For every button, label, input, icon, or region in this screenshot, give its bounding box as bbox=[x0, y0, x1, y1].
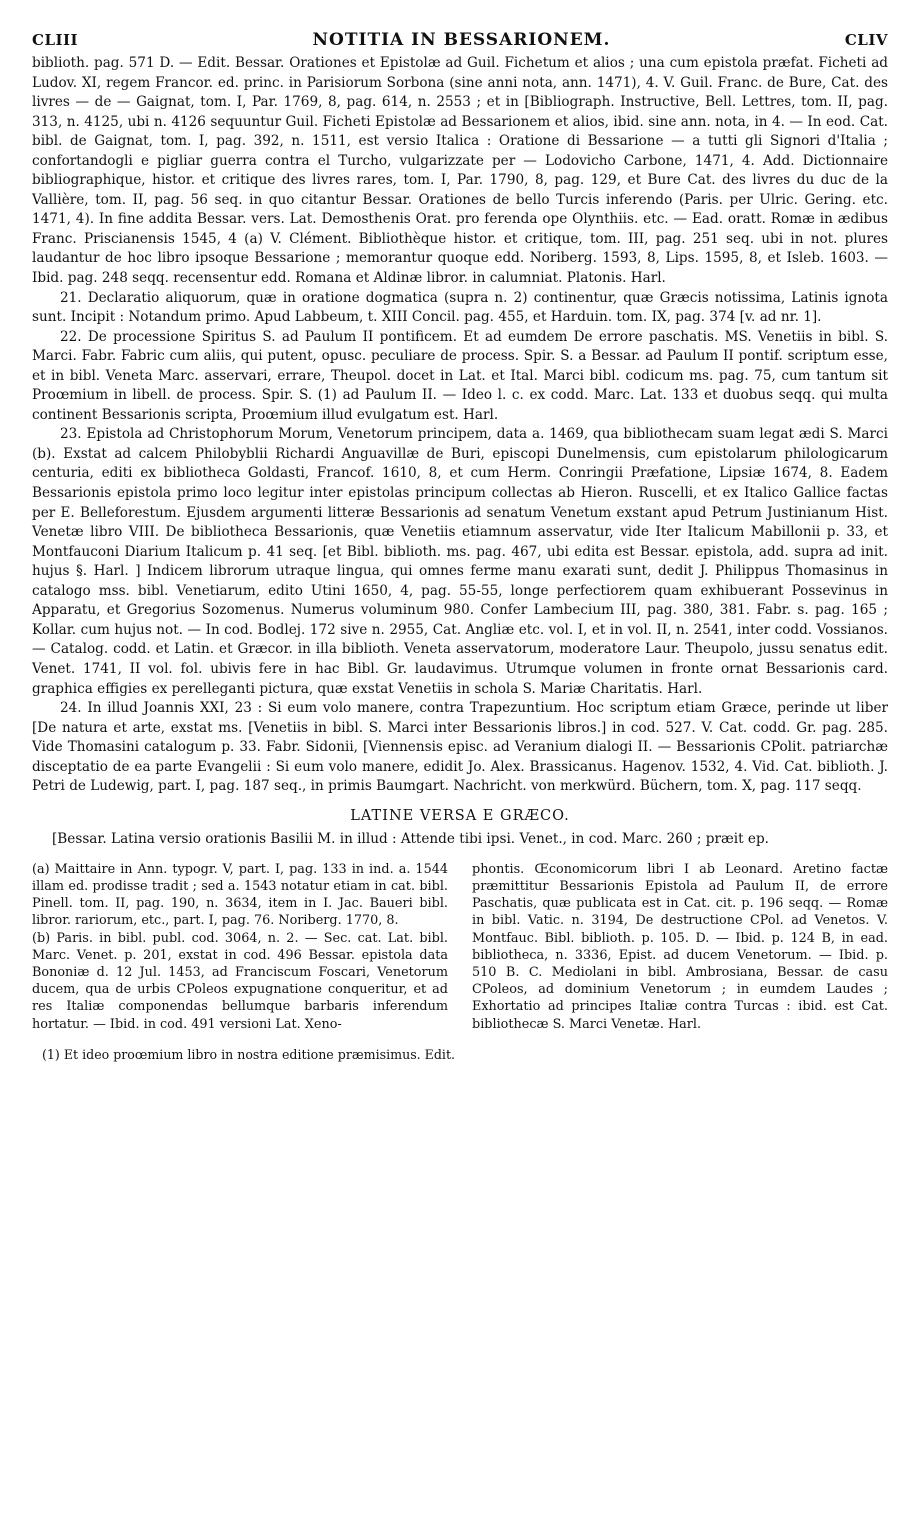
footnote-b: (b) Paris. in bibl. publ. cod. 3064, n. 2. — Sec. cat. Lat. bibl. Marc. Venet. p. 201, exstat in cod. 496 Bessar. epistola data Bononiæ d. 12 Jul. 1453, ad Franciscum Foscari, Venetorum ducem, qua de urbis CPoleos expugnatione conqueritur, et ad res Italiæ componendas bellumque barbaris inferendum hortatur. — Ibid. in cod. 491 versioni Lat. Xeno- bbox=[32, 930, 448, 1032]
footnotes-right-column bbox=[472, 861, 888, 1033]
paragraph-item-24: 24. In illud Joannis XXI, 23 : Si eum volo manere, contra Trapezuntium. Hoc scriptum etiam Græce, perinde ut liber [De natura et arte, exstat ms. [Venetiis in bibl. S. Marci inter Bessarionis libros.] in cod. 527. V. Cat. codd. Gr. pag. 285. Vide Thomasini catalogum p. 33. Fabr. Sidonii, [Viennensis episc. ad Veranium dialogi II. — Bessarionis CPolit. patriarchæ disceptatio de ea parte Evangelii : Si eum volo manere, edidit Jo. Alex. Brassicanus. Hagenov. 1532, 4. Vid. Cat. biblioth. J. Petri de Ludewig, part. I, pag. 187 seq., in primis Baumgart. Nachricht. von merkwürd. Büchern, tom. X, pag. 117 seqq. bbox=[32, 700, 888, 795]
paragraph-continued: biblioth. pag. 571 D. — Edit. Bessar. Orationes et Epistolæ ad Guil. Fichetum et alios ; una cum epistola præfat. Ficheti ad Ludov. XI, regem Francor. ed. princ. in Parisiorum Sorbona (sine anni nota, ann. 1471), 4. V. Guil. Franc. de Bure, Cat. des livres — de — Gaignat, tom. I, Par. 1769, 8, pag. 614, n. 2553 ; et in [Bibliograph. Instructive, Bell. Lettres, tom. II, pag. 313, n. 4125, ubi n. 4126 sequuntur Guil. Ficheti Epistolæ ad Bessarionem et alios, ibid. sine ann. nota, in 4. — In eod. Cat. bibl. de Gaignat, tom. I, pag. 392, n. 1511, est versio Italica : Oratione di Bessarione — a tutti gli Signori d'Italia ; confortandogli e pigliar guerra contra el Turcho, vulgarizzate per — Lodovicho Carbone, 1471, 4. Add. Dictionnaire bibliographique, histor. et critique des livres rares, tom. I, Par. 1790, 8, pag. 129, et Bure Cat. des livres du duc de la Vallière, tom. II, pag. 56 seq. in quo citantur Bessar. Orationes de bello Turcis inferendo (Paris. per Ulric. Gering. etc. 1471, 4). In fine addita Bessar. vers. Lat. Demosthenis Orat. pro ferenda ope Olynthiis. etc. — Ead. oratt. Romæ in ædibus Franc. Priscianensis 1545, 4 (a) V. Clément. Bibliothèque histor. et critique, tom. III, pag. 251 seq. ubi in not. plures laudantur de hoc libro ipsoque Bessarione ; memorantur quoque edd. Noriberg. 1593, 8, Lips. 1595, 8, et Isleb. 1603. — Ibid. pag. 248 seqq. recensentur edd. Romana et Aldinæ libror. in calumniat. Platonis. Harl. bbox=[32, 55, 888, 287]
footnote-b-continued: phontis. Œconomicorum libri I ab Leonard. Aretino factæ præmittitur Bessarionis Epistola ad Paulum II, de errore Paschatis, quæ publicata est in Cat. cit. p. 196 seqq. — Romæ in bibl. Vatic. n. 3194, De destructione CPol. ad Venetos. V. Montfauc. Bibl. biblioth. p. 105. D. — Ibid. p. 124 B, in ead. bibliotheca, n. 3336, Epist. ad ducem Venetorum. — Ibid. p. 510 B. C. Mediolani in bibl. Ambrosiana, Bessar. de casu CPoleos, ad dominium Venetorum ; in eumdem Laudes ; Exhortatio ad principes Italiæ contra Turcas : ibid. est Cat. bibliothecæ S. Marci Venetæ. Harl. bbox=[472, 861, 888, 1032]
footnotes-left-column bbox=[32, 861, 448, 1033]
section-heading: LATINE VERSA E GRÆCO. bbox=[350, 807, 570, 824]
paragraph-item-21: 21. Declaratio aliquorum, quæ in oratione dogmatica (supra n. 2) continentur, quæ Græcis notissima, Latinis ignota sunt. Incipit : Notandum primo. Apud Labbeum, t. XIII Concil. pag. 455, et Harduin. tom. IX, pag. 374 [v. ad nr. 1]. bbox=[32, 289, 888, 326]
editor-footnote: (1) Et ideo proœmium libro in nostra editione præmisimus. Edit. bbox=[42, 1046, 456, 1062]
page-number-left: CLIII bbox=[32, 31, 79, 49]
page-number-right: CLIV bbox=[844, 31, 888, 49]
paragraph-item-23: 23. Epistola ad Christophorum Morum, Venetorum principem, data a. 1469, qua bibliothecam suam legat ædi S. Marci (b). Exstat ad calcem Philobyblii Richardi Anguavillæ de Buri, episcopi Dunelmensis, cum epistolarum philologicarum centuria, editi ex bibliotheca Goldasti, Francof. 1610, 8, et cum Herm. Conringii Præfatione, Lipsiæ 1674, 8. Eadem Bessarionis epistola primo loco legitur inter epistolas principum collectas ab Hieron. Ruscelli, et ex Italico Gallice factas per E. Belleforestum. Ejusdem argumenti litteræ Bessarionis ad senatum Venetum exstant apud Petrum Justinianum Hist. Venetæ libro VIII. De bibliotheca Bessarionis, quæ Venetiis etiamnum asservatur, vide Iter Italicum Mabillonii p. 33, et Montfauconi Diarium Italicum p. 41 seq. [et Bibl. biblioth. ms. pag. 467, ubi edita est Bessar. epistola, add. supra ad init. hujus §. Harl. ] Indicem librorum utraque lingua, qui omnes ferme manu exarati sunt, dedit J. Philippus Thomasinus in catalogo mss. bibl. Venetiarum, edito Utini 1650, 4, pag. 55-55, longe perfectiorem quam exhibuerant Possevinus in Apparatu, et Gregorius Sozomenus. Numerus voluminum 980. Confer Lambecium III, pag. 380, 381. Fabr. s. pag. 165 ; Kollar. cum hujus not. — In cod. Bodlej. 172 sive n. 2955, Cat. Angliæ etc. vol. I, et in vol. II, n. 2541, inter codd. Vossianos. — Catalog. codd. et Latin. et Græcor. in illa biblioth. Veneta asservatorum, moderatore Laur. Theupolo, jussu senatus edit. Venet. 1741, II vol. fol. ubivis fere in hac Bibl. Gr. laudavimus. Utrumque volumen in fronte ornat Bessarionis card. graphica effigies ex perelleganti pictura, quæ exstat Venetiis in schola S. Mariæ Charitatis. Harl. bbox=[32, 426, 888, 697]
running-title: NOTITIA IN BESSARIONEM. bbox=[312, 30, 611, 50]
running-header bbox=[32, 30, 888, 52]
section-first-line: [Bessar. Latina versio orationis Basilii M. in illud : Attende tibi ipsi. Venet., in cod. Marc. 260 ; præit ep. bbox=[52, 830, 769, 847]
paragraph-item-22: 22. De processione Spiritus S. ad Paulum II pontificem. Et ad eumdem De errore paschatis. MS. Venetiis in bibl. S. Marci. Fabr. Fabric cum aliis, qui putent, opusc. peculiare de process. Spir. S. a Bessar. ad Paulum II pontif. scriptum esse, et in bibl. Veneta Marc. asservari, errare, Theupol. docet in Lat. et Ital. Marci bibl. codicum ms. pag. 75, cum tantum sit Proœmium in libell. de process. Spir. S. (1) ad Paulum II. — Ideo l. c. ex codd. Marc. Lat. 133 et duobus seqq. qui multa continent Bessarionis scripta, Proœmium illud evulgatum est. Harl. bbox=[32, 328, 888, 423]
main-text bbox=[32, 54, 888, 797]
footnotes bbox=[32, 861, 888, 1033]
footnote-a: (a) Maittaire in Ann. typogr. V, part. I, pag. 133 in ind. a. 1544 illam ed. prodisse tradit ; sed a. 1543 notatur etiam in cat. bibl. Pinell. tom. II, pag. 190, n. 3634, item in I. Jac. Baueri bibl. libror. rariorum, etc., part. I, pag. 76. Noriberg. 1770, 8. bbox=[32, 861, 448, 929]
page bbox=[32, 30, 888, 1062]
